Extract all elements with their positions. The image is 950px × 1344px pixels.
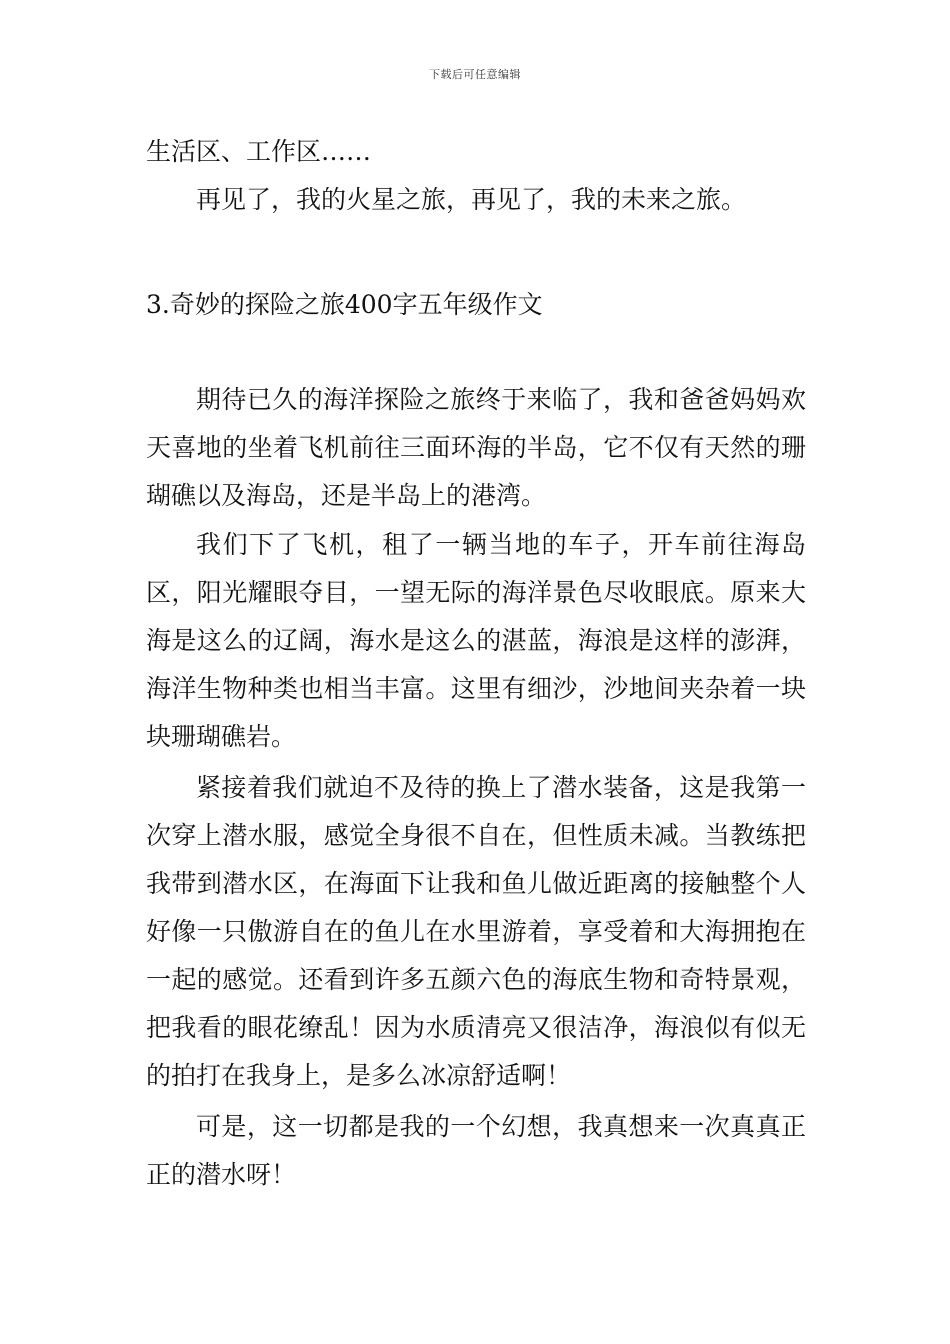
paragraph-3: 紧接着我们就迫不及待的换上了潜水装备，这是我第一次穿上潜水服，感觉全身很不自在，但性质未减。当教练把我带到潜水区，在海面下让我和鱼儿做近距离的接触整个人好像一只傲游自在的鱼儿在水里游着，享受着和大海拥抱在一起的感觉。还看到许多五颜六色的海底生物和奇特景观，把我看的眼花缭乱！因为水质清亮又很洁净，海浪似有似无的拍打在我身上，是多么冰凉舒适啊！ (146, 773, 806, 1090)
section-title: 3.奇妙的探险之旅400字五年级作文 (146, 290, 543, 319)
paragraph-1: 期待已久的海洋探险之旅终于来临了，我和爸爸妈妈欢天喜地的坐着飞机前往三面环海的半岛，它不仅有天然的珊瑚礁以及海岛，还是半岛上的港湾。 (146, 385, 806, 510)
page-header-note: 下载后可任意编辑 (429, 68, 521, 81)
paragraph-4: 可是，这一切都是我的一个幻想，我真想来一次真真正正的潜水呀！ (146, 1112, 806, 1189)
text-line-living-area: 生活区、工作区…… (146, 137, 372, 166)
paragraph-2: 我们下了飞机，租了一辆当地的车子，开车前往海岛区，阳光耀眼夺目，一望无际的海洋景色尽收眼底。原来大海是这么的辽阔，海水是这么的湛蓝，海浪是这样的澎湃，海洋生物种类也相当丰富。这里有细沙，沙地间夹杂着一块块珊瑚礁岩。 (146, 530, 806, 751)
text-line-farewell: 再见了，我的火星之旅，再见了，我的未来之旅。 (196, 185, 747, 214)
